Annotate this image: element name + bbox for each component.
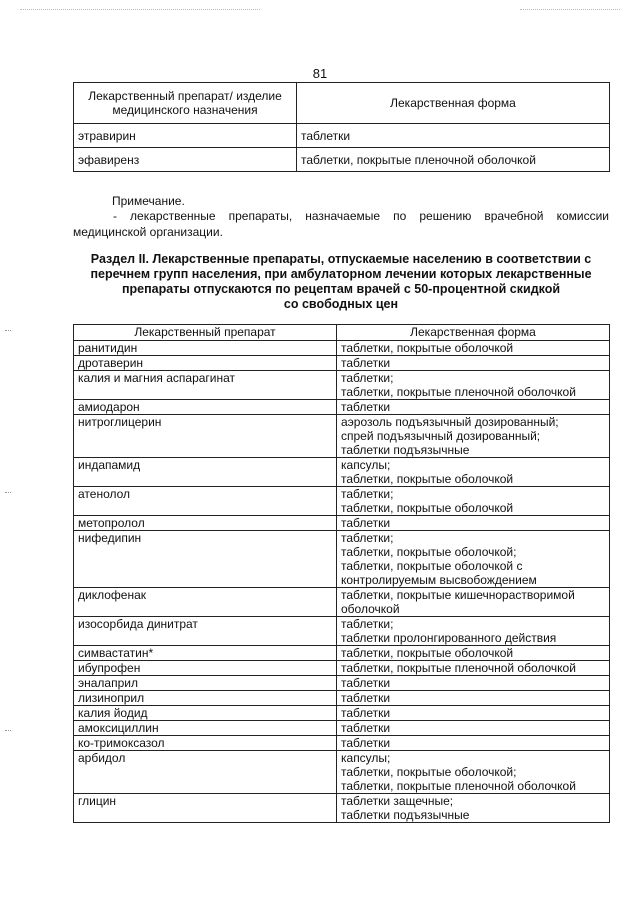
drug-form-line: спрей подъязычный дозированный; — [341, 429, 541, 443]
table-row — [74, 148, 610, 172]
drug-form-line: таблетки, покрытые оболочкой — [341, 341, 514, 355]
note-text: - лекарственные препараты, назначаемые по решению врачебной комиссии медицинской организации. — [73, 209, 609, 239]
table-header-row — [74, 325, 610, 341]
drug-form — [337, 588, 610, 617]
drug-form-line: таблетки, покрытые оболочкой — [341, 646, 514, 660]
drug-name: диклофенак — [74, 588, 337, 617]
drug-form-line: таблетки — [341, 736, 391, 750]
drug-form-line: таблетки — [341, 676, 391, 690]
table-row — [74, 458, 610, 487]
table-row — [74, 415, 610, 458]
drug-form-line: таблетки; — [341, 617, 394, 631]
drug-name: нитроглицерин — [74, 415, 337, 458]
drug-form — [337, 356, 610, 371]
table-row — [74, 531, 610, 588]
drug-form-line: капсулы; — [341, 751, 391, 765]
table-row — [74, 588, 610, 617]
scan-artifact-top-right — [520, 9, 620, 11]
drug-name: ко-тримоксазол — [74, 736, 337, 751]
table-row — [74, 751, 610, 794]
drug-name: эналаприл — [74, 676, 337, 691]
drug-name: нифедипин — [74, 531, 337, 588]
table-row — [74, 706, 610, 721]
drug-name: метопролол — [74, 516, 337, 531]
drug-form: таблетки, покрытые пленочной оболочкой — [297, 148, 610, 172]
drug-form-line: таблетки пролонгированного действия — [341, 631, 557, 645]
table-row — [74, 356, 610, 371]
drug-name: атенолол — [74, 487, 337, 516]
table-row — [74, 676, 610, 691]
drug-form-line: таблетки — [341, 516, 391, 530]
note-title: Примечание. — [112, 194, 185, 208]
header-drug: Лекарственный препарат — [74, 325, 337, 341]
drug-form — [337, 458, 610, 487]
drug-name: калия йодид — [74, 706, 337, 721]
drug-name: эфавиренз — [74, 148, 297, 172]
drug-name: амоксициллин — [74, 721, 337, 736]
section-heading-line: со свободных цен — [283, 297, 399, 311]
drug-form-line: таблетки — [341, 706, 391, 720]
drug-form — [337, 751, 610, 794]
table-header-row — [74, 83, 610, 124]
drug-form — [337, 794, 610, 823]
drug-form-line: таблетки, покрытые кишечнорастворимой — [341, 588, 575, 602]
drug-form-line: таблетки, покрытые оболочкой; — [341, 545, 517, 559]
drug-form — [337, 400, 610, 415]
drug-name: лизиноприл — [74, 691, 337, 706]
drug-form — [337, 516, 610, 531]
drug-form-line: таблетки, покрытые оболочкой с — [341, 559, 523, 573]
drug-name: индапамид — [74, 458, 337, 487]
table-row — [74, 617, 610, 646]
drug-form — [337, 661, 610, 676]
section-heading — [73, 252, 609, 312]
drug-form-line: таблетки, покрытые оболочкой; — [341, 765, 517, 779]
drug-form — [337, 676, 610, 691]
header-form: Лекарственная форма — [337, 325, 610, 341]
drug-form-line: таблетки; — [341, 371, 394, 385]
drug-form — [337, 691, 610, 706]
medication-table-section-2 — [73, 324, 610, 823]
drug-name: дротаверин — [74, 356, 337, 371]
drug-name: этравирин — [74, 124, 297, 148]
table-row — [74, 661, 610, 676]
drug-name: арбидол — [74, 751, 337, 794]
drug-name: амиодарон — [74, 400, 337, 415]
drug-name: симвастатин* — [74, 646, 337, 661]
table-row — [74, 691, 610, 706]
table-body — [74, 341, 610, 823]
drug-form-line: контролируемым высвобождением — [341, 573, 537, 587]
table-row — [74, 721, 610, 736]
table-row — [74, 794, 610, 823]
drug-form-line: капсулы; — [341, 458, 391, 472]
drug-form — [337, 371, 610, 400]
table-row — [74, 341, 610, 356]
drug-form-line: таблетки, покрытые оболочкой — [341, 472, 514, 486]
drug-form — [337, 341, 610, 356]
section-heading-line: перечнем групп населения, при амбулаторном лечении которых лекарственные — [90, 267, 592, 281]
drug-form — [337, 706, 610, 721]
drug-form: таблетки — [297, 124, 610, 148]
drug-name: ибупрофен — [74, 661, 337, 676]
drug-form — [337, 531, 610, 588]
drug-form — [337, 487, 610, 516]
section-heading-line: Раздел II. Лекарственные препараты, отпускаемые населению в соответствии с — [90, 252, 592, 266]
drug-name: калия и магния аспарагинат — [74, 371, 337, 400]
drug-form-line: оболочкой — [341, 602, 400, 616]
drug-name: изосорбида динитрат — [74, 617, 337, 646]
table-row — [74, 646, 610, 661]
drug-form — [337, 646, 610, 661]
drug-name: глицин — [74, 794, 337, 823]
table-row — [74, 371, 610, 400]
drug-form-line: таблетки, покрытые пленочной оболочкой — [341, 661, 576, 675]
drug-name: ранитидин — [74, 341, 337, 356]
drug-form-line: таблетки — [341, 691, 391, 705]
scan-artifact-left — [5, 730, 11, 731]
drug-form-line: таблетки — [341, 721, 391, 735]
drug-form — [337, 415, 610, 458]
drug-form-line: таблетки, покрытые оболочкой — [341, 501, 514, 515]
table-row — [74, 400, 610, 415]
drug-form-line: таблетки; — [341, 531, 394, 545]
table-row — [74, 516, 610, 531]
table-row — [74, 487, 610, 516]
table-row — [74, 736, 610, 751]
drug-form-line: таблетки, покрытые пленочной оболочкой — [341, 779, 576, 793]
table-row — [74, 124, 610, 148]
drug-form-line: таблетки подъязычные — [341, 443, 470, 457]
drug-form-line: таблетки — [341, 400, 391, 414]
drug-form — [337, 617, 610, 646]
page-number: 81 — [312, 66, 328, 81]
drug-form-line: таблетки защечные; — [341, 794, 454, 808]
scan-artifact-left — [5, 330, 11, 331]
scan-artifact-top — [20, 9, 260, 11]
drug-form-line: таблетки; — [341, 487, 394, 501]
header-form: Лекарственная форма — [297, 83, 610, 124]
medication-table-continued — [73, 82, 610, 172]
header-drug: Лекарственный препарат/ изделие медицинского назначения — [74, 83, 297, 124]
drug-form-line: аэрозоль подъязычный дозированный; — [341, 415, 559, 429]
scan-artifact-left — [5, 492, 11, 493]
drug-form — [337, 736, 610, 751]
section-heading-line: препараты отпускаются по рецептам врачей с 50-процентной скидкой — [121, 282, 561, 296]
drug-form-line: таблетки подъязычные — [341, 808, 470, 822]
drug-form — [337, 721, 610, 736]
drug-form-line: таблетки, покрытые пленочной оболочкой — [341, 385, 576, 399]
drug-form-line: таблетки — [341, 356, 391, 370]
